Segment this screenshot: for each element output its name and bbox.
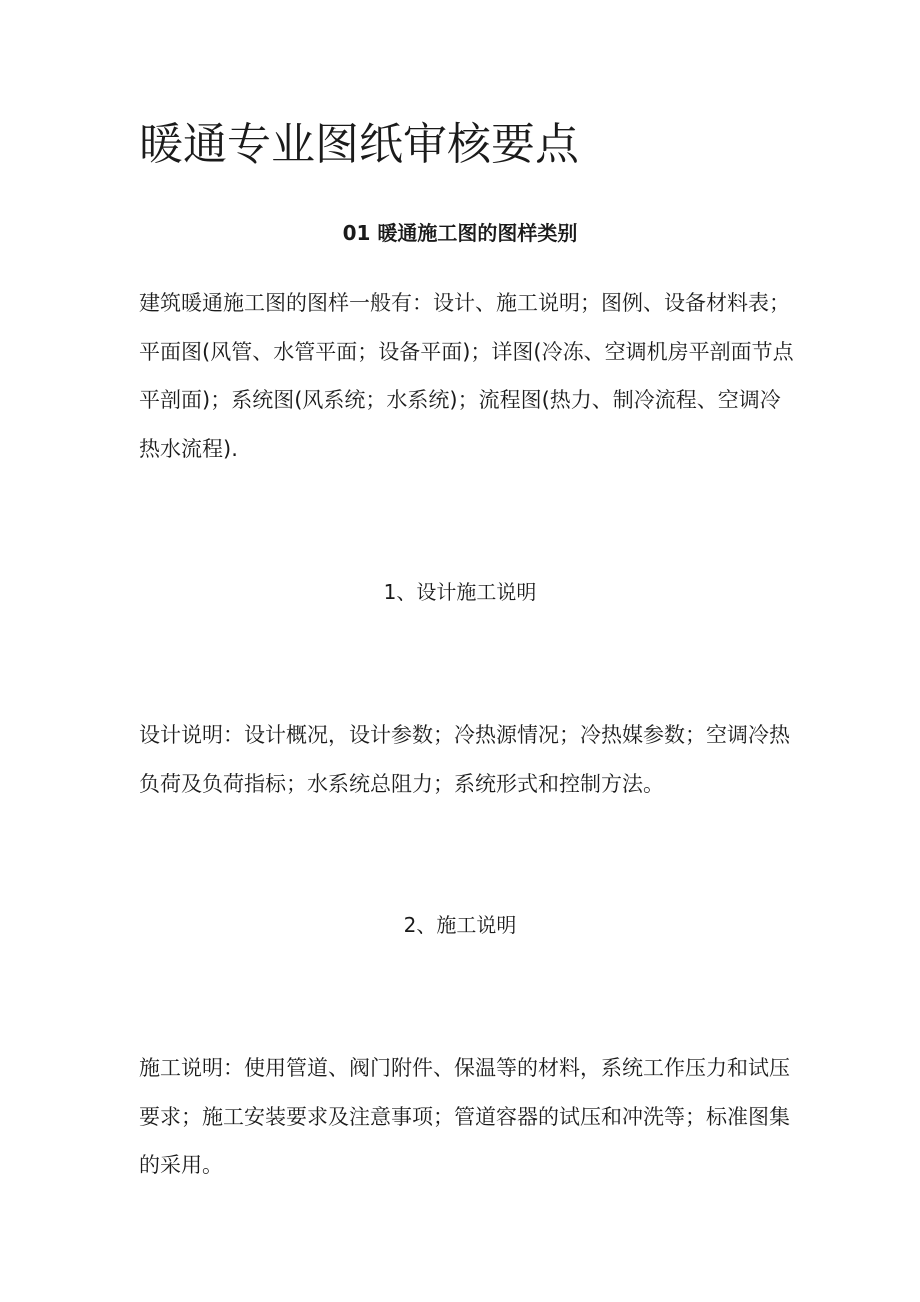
construction-description-paragraph: 施工说明：使用管道、阀门附件、保温等的材料，系统工作压力和试压要求；施工安装要求及注意事项；管道容器的试压和冲洗等；标准图集的采用。: [139, 1056, 790, 1177]
intro-paragraph: 建筑暖通施工图的图样一般有：设计、施工说明；图例、设备材料表；平面图(风管、水管平面；设备平面)；详图(冷冻、空调机房平剖面节点平剖面)；系统图(风系统；水系统)；流程图(热力、制冷流程、空调冷热水流程).: [139, 291, 794, 461]
document-title: 暖通专业图纸审核要点: [139, 119, 579, 170]
design-description-paragraph: 设计说明：设计概况，设计参数；冷热源情况；冷热媒参数；空调冷热负荷及负荷指标；水系统总阻力；系统形式和控制方法。: [139, 723, 790, 796]
subsection-heading-construction: 2、施工说明: [403, 913, 517, 937]
section-heading: 01 暖通施工图的图样类别: [342, 221, 578, 245]
subsection-heading-design: 1、设计施工说明: [383, 580, 537, 604]
